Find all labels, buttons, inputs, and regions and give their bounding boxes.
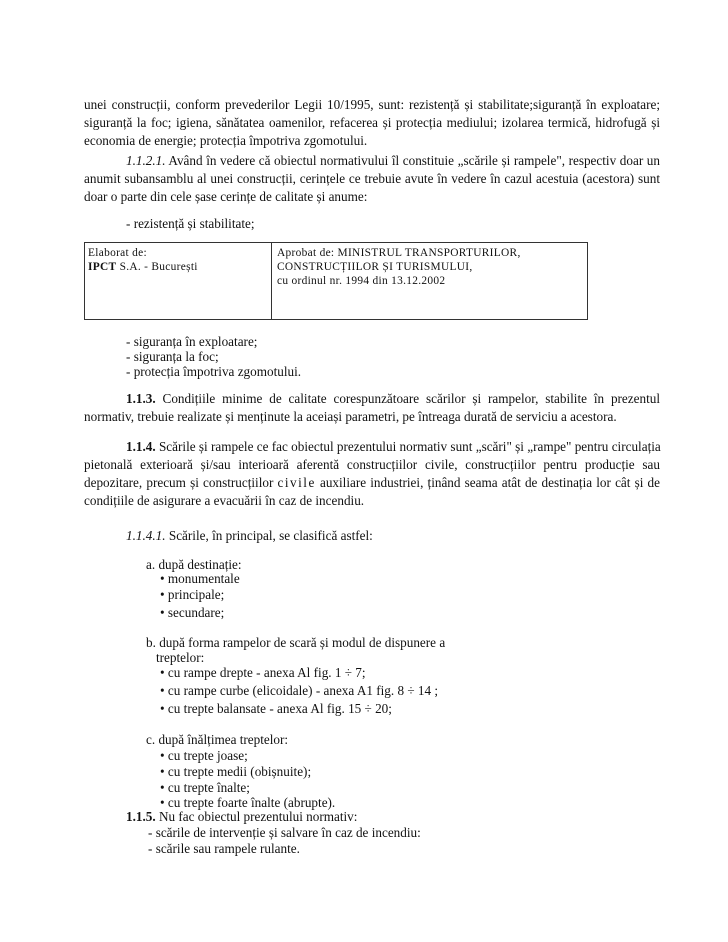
approved-by-line: CONSTRUCȚIILOR ȘI TURISMULUI, — [277, 261, 473, 273]
elaborated-by-company: IPCT S.A. - București — [88, 261, 198, 273]
list-item: • cu trepte medii (obișnuite); — [160, 764, 312, 779]
list-item: • cu trepte înalte; — [160, 780, 250, 795]
text-line: unei construcții, conform prevederilor Legii 10/1995, sunt: rezistență și stabilitate;siguranță în exploatare; — [84, 97, 660, 112]
classification-a-title: a. după destinație: — [146, 557, 242, 572]
requirement-item: - siguranța la foc; — [126, 349, 219, 364]
text-line: economia de energie; protecția împotriva zgomotului. — [84, 133, 368, 148]
section-number: 1.1.2.1. — [126, 153, 166, 168]
text-line: normativ, trebuie realizate și menținute la aceiași parametri, pe întreaga durată de serviciu a acestora. — [84, 409, 617, 424]
requirement-item: - siguranța în exploatare; — [126, 334, 258, 349]
classification-c-title: c. după înălțimea treptelor: — [146, 732, 289, 747]
list-item: • secundare; — [160, 605, 225, 620]
paragraph-requirements-intro — [84, 96, 660, 150]
paragraph-1-1-2-1 — [84, 152, 660, 206]
text-line: siguranță la foc; igiena, sănătatea oamenilor, refacerea și protecția mediului; izolarea termică, hidrofugă și — [84, 115, 660, 130]
text-line: 1.1.2.1. Având în vedere că obiectul normativului îl constituie „scările și rampele", respectiv doar un — [126, 153, 660, 168]
classification-b-title: treptelor: — [156, 650, 205, 665]
section-number: 1.1.4.1. — [126, 528, 166, 543]
box-divider — [271, 243, 272, 319]
paragraph-1-1-4 — [84, 438, 660, 510]
list-item: • cu trepte balansate - anexa Al fig. 15 ÷ 20; — [160, 701, 392, 716]
section-number: 1.1.5. — [126, 809, 156, 824]
elaborated-by-label: Elaborat de: — [88, 247, 147, 259]
approved-by-line: Aprobat de: MINISTRUL TRANSPORTURILOR, — [277, 247, 521, 259]
text-line: pietonală exterioară și/sau interioară aferentă construcțiilor civile, construcțiilor pentru producție sau — [84, 457, 660, 472]
list-item: • principale; — [160, 587, 225, 602]
list-item: • cu rampe curbe (elicoidale) - anexa A1 fig. 8 ÷ 14 ; — [160, 683, 439, 698]
list-item: • cu trepte joase; — [160, 748, 248, 763]
text-line: 1.1.3. Condițiile minime de calitate corespunzătoare scărilor și rampelor, stabilite în prezentul — [126, 391, 660, 406]
text-line: 1.1.4. Scările și rampele ce fac obiectul prezentului normativ sunt „scări" și „rampe" pentru circulația — [126, 439, 661, 454]
text-line: doar o parte din cele șase cerințe de calitate și anume: — [84, 189, 368, 204]
section-number: 1.1.3. — [126, 391, 156, 406]
requirement-item: - rezistență și stabilitate; — [126, 216, 255, 231]
section-number: 1.1.4. — [126, 439, 156, 454]
paragraph-1-1-4-1: 1.1.4.1. Scările, în principal, se clasifică astfel: — [126, 528, 373, 543]
approval-box — [84, 242, 588, 320]
exclusion-item: - scările de intervenție și salvare în caz de incendiu: — [148, 825, 421, 840]
requirement-item: - protecția împotriva zgomotului. — [126, 364, 302, 379]
paragraph-1-1-5: 1.1.5. Nu fac obiectul prezentului normativ: — [126, 809, 358, 824]
exclusion-item: - scările sau rampele rulante. — [148, 841, 300, 856]
text-line: depozitare, precum și construcțiilor civile auxiliare industriei, ținând seama atât de destinația lor cât și de — [84, 475, 660, 490]
list-item: • monumentale — [160, 571, 240, 586]
list-item: • cu rampe drepte - anexa Al fig. 1 ÷ 7; — [160, 665, 366, 680]
classification-b-title: b. după forma rampelor de scară și modul de dispunere a — [146, 635, 446, 650]
paragraph-1-1-3 — [84, 390, 660, 426]
list-item: • cu trepte foarte înalte (abrupte). — [160, 795, 336, 810]
approved-by-order: cu ordinul nr. 1994 din 13.12.2002 — [277, 275, 446, 287]
text-line: anumit subansamblu al unei construcții, cerințele ce trebuie avute în vedere în cazul acestuia (acestora) sunt — [84, 171, 660, 186]
text-line: condițiile de asigurare a evacuării în caz de incendiu. — [84, 493, 365, 508]
